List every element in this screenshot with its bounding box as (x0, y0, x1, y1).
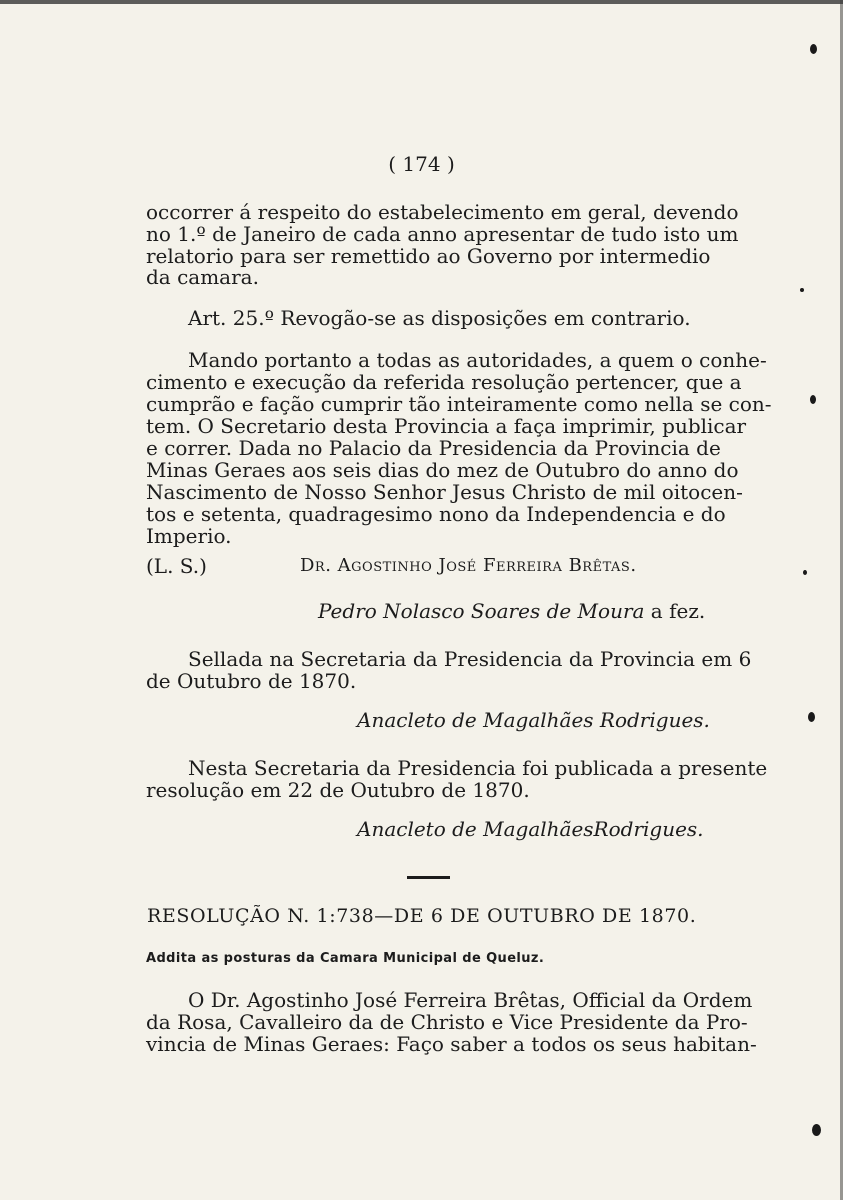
scan-speck (810, 44, 817, 54)
scan-speck (803, 570, 807, 575)
text-line: O Dr. Agostinho José Ferreira Brêtas, Official da Ordem (188, 988, 753, 1012)
scribe-line (318, 600, 705, 622)
scan-edge-top (0, 0, 843, 4)
text-line: de Outubro de 1870. (146, 669, 357, 693)
text-line: Nesta Secretaria da Presidencia foi publicada a presente (188, 756, 768, 780)
section-divider (407, 876, 450, 879)
article-25: Art. 25.º Revogão-se as disposições em contrario. (188, 306, 691, 330)
signatory: Dr. Agostinho José Ferreira Brêtas. (300, 555, 637, 576)
text-line: occorrer á respeito do estabelecimento em geral, devendo (146, 200, 739, 224)
text-line: relatorio para ser remettido ao Governo por intermedio (146, 244, 711, 268)
scan-speck (808, 712, 815, 722)
text-line: Mando portanto a todas as autoridades, a quem o conhe- (188, 348, 767, 372)
text-line: cimento e execução da referida resolução pertencer, que a (146, 370, 742, 394)
text-line: da camara. (146, 265, 259, 289)
text-line: cumprão e fação cumprir tão inteiramente como nella se con- (146, 392, 772, 416)
text-line: resolução em 22 de Outubro de 1870. (146, 778, 530, 802)
text-line: e correr. Dada no Palacio da Presidencia da Provincia de (146, 436, 721, 460)
text-line: tos e setenta, quadragesimo nono da Independencia e do (146, 502, 726, 526)
scribe-name: Pedro Nolasco Soares de Moura (318, 599, 645, 623)
text-line: Nascimento de Nosso Senhor Jesus Christo de mil oitocen- (146, 480, 743, 504)
scribe-suffix: a fez. (644, 599, 706, 623)
resolution-title: RESOLUÇÃO N. 1:738—DE 6 DE OUTUBRO DE 1870. (147, 905, 697, 927)
text-line: tem. O Secretario desta Provincia a faça imprimir, publicar (146, 414, 747, 438)
text-line: no 1.º de Janeiro de cada anno apresentar de tudo isto um (146, 222, 739, 246)
signature-1: Anacleto de Magalhães Rodrigues. (357, 708, 710, 732)
text-line: Minas Geraes aos seis dias do mez de Outubro do anno do (146, 458, 739, 482)
text-line: vincia de Minas Geraes: Faço saber a todos os seus habitan- (146, 1032, 757, 1056)
signature-2: Anacleto de MagalhãesRodrigues. (357, 817, 704, 841)
text-line: Sellada na Secretaria da Presidencia da Provincia em 6 (188, 647, 752, 671)
scan-speck (810, 395, 816, 404)
page-number: ( 174 ) (388, 152, 455, 176)
text-line: da Rosa, Cavalleiro da de Christo e Vice Presidente da Pro- (146, 1010, 748, 1034)
scan-speck (812, 1124, 821, 1136)
scan-speck (800, 288, 804, 292)
text-line: Imperio. (146, 524, 232, 548)
resolution-subtitle: Addita as posturas da Camara Municipal de Queluz. (146, 951, 545, 966)
seal-mark: (L. S.) (146, 554, 207, 578)
